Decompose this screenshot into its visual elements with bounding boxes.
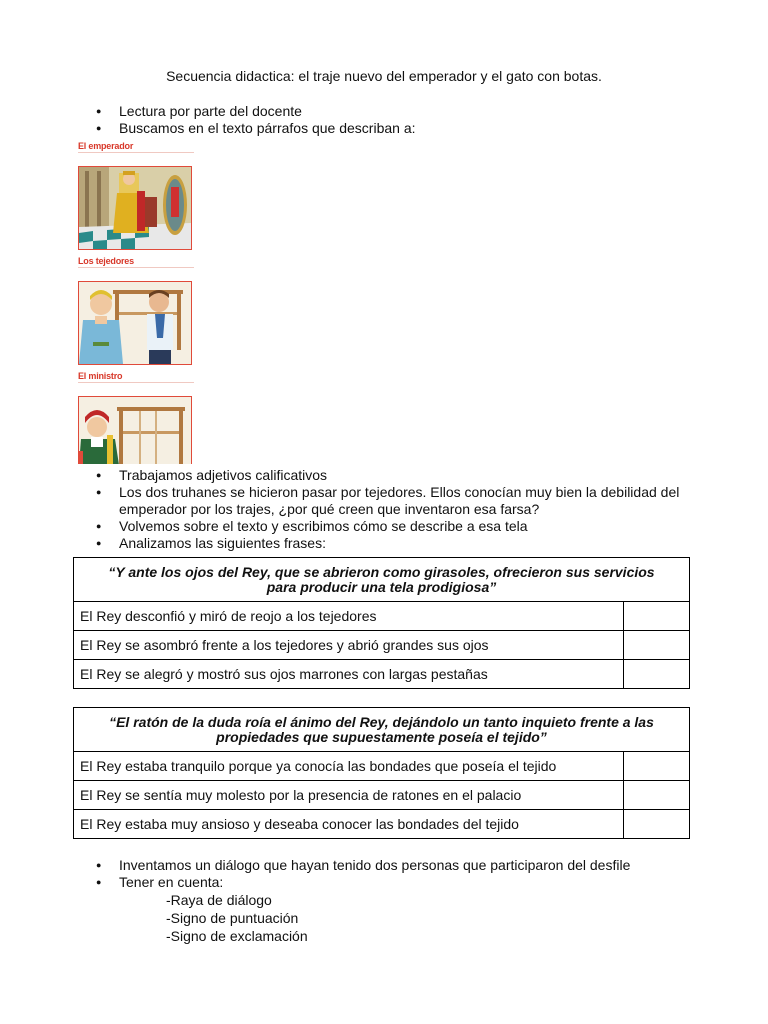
bullet-item: ● Analizamos las siguientes frases: bbox=[96, 535, 696, 552]
intro-bullet-list bbox=[96, 103, 696, 137]
consideration-item: -Signo de exclamación bbox=[166, 928, 308, 944]
answer-cell[interactable] bbox=[624, 781, 690, 810]
bullet-item: ● Inventamos un diálogo que hayan tenido dos personas que participaron del desfile bbox=[96, 857, 696, 874]
bullet-item: ● Trabajamos adjetivos calificativos bbox=[96, 467, 696, 484]
figure-caption-tejedores: Los tejedores bbox=[78, 256, 194, 268]
option-text: El Rey estaba tranquilo porque ya conocía las bondades que poseía el tejido bbox=[74, 752, 624, 781]
option-text: El Rey se sentía muy molesto por la presencia de ratones en el palacio bbox=[74, 781, 624, 810]
answer-cell[interactable] bbox=[624, 631, 690, 660]
bullet-item: ● Lectura por parte del docente bbox=[96, 103, 696, 120]
table-quote: “El ratón de la duda roía el ánimo del Rey, dejándolo un tanto inquieto frente a las propiedades que supuestamente poseía el tejido” bbox=[74, 708, 690, 752]
emperador-illustration bbox=[78, 166, 192, 250]
tejedores-illustration bbox=[78, 281, 192, 365]
consideration-item: -Signo de puntuación bbox=[166, 910, 299, 926]
answer-cell[interactable] bbox=[624, 660, 690, 689]
figure-caption-ministro: El ministro bbox=[78, 371, 194, 383]
table-row bbox=[74, 602, 690, 631]
activities-bullet-list bbox=[96, 467, 696, 552]
table-row bbox=[74, 631, 690, 660]
table-row bbox=[74, 810, 690, 839]
table-row bbox=[74, 781, 690, 810]
answer-cell[interactable] bbox=[624, 602, 690, 631]
ministro-illustration bbox=[78, 396, 192, 464]
document-title: Secuencia didactica: el traje nuevo del emperador y el gato con botas. bbox=[166, 68, 602, 84]
figure-caption-emperador: El emperador bbox=[78, 141, 194, 153]
option-text: El Rey se alegró y mostró sus ojos marrones con largas pestañas bbox=[74, 660, 624, 689]
dialogue-bullet-list bbox=[96, 857, 696, 891]
bullet-item: ● Tener en cuenta: bbox=[96, 874, 696, 891]
ministro-image bbox=[79, 397, 191, 464]
bullet-item: ● Buscamos en el texto párrafos que describan a: bbox=[96, 120, 696, 137]
tejedores-image bbox=[79, 282, 191, 364]
phrase-table-2 bbox=[73, 707, 690, 839]
table-quote: “Y ante los ojos del Rey, que se abrieron como girasoles, ofrecieron sus servicios para producir una tela prodigiosa” bbox=[74, 558, 690, 602]
option-text: El Rey se asombró frente a los tejedores y abrió grandes sus ojos bbox=[74, 631, 624, 660]
phrase-table-1 bbox=[73, 557, 690, 689]
answer-cell[interactable] bbox=[624, 810, 690, 839]
option-text: El Rey estaba muy ansioso y deseaba conocer las bondades del tejido bbox=[74, 810, 624, 839]
answer-cell[interactable] bbox=[624, 752, 690, 781]
consideration-item: -Raya de diálogo bbox=[166, 892, 272, 908]
bullet-item: ● Volvemos sobre el texto y escribimos cómo se describe a esa tela bbox=[96, 518, 696, 535]
emperador-image bbox=[79, 167, 191, 249]
table-row bbox=[74, 752, 690, 781]
bullet-item: ● Los dos truhanes se hicieron pasar por tejedores. Ellos conocían muy bien la debilidad del emperador por los trajes, ¿por qué creen que inventaron esa farsa? bbox=[96, 484, 696, 518]
table-row bbox=[74, 660, 690, 689]
option-text: El Rey desconfió y miró de reojo a los tejedores bbox=[74, 602, 624, 631]
